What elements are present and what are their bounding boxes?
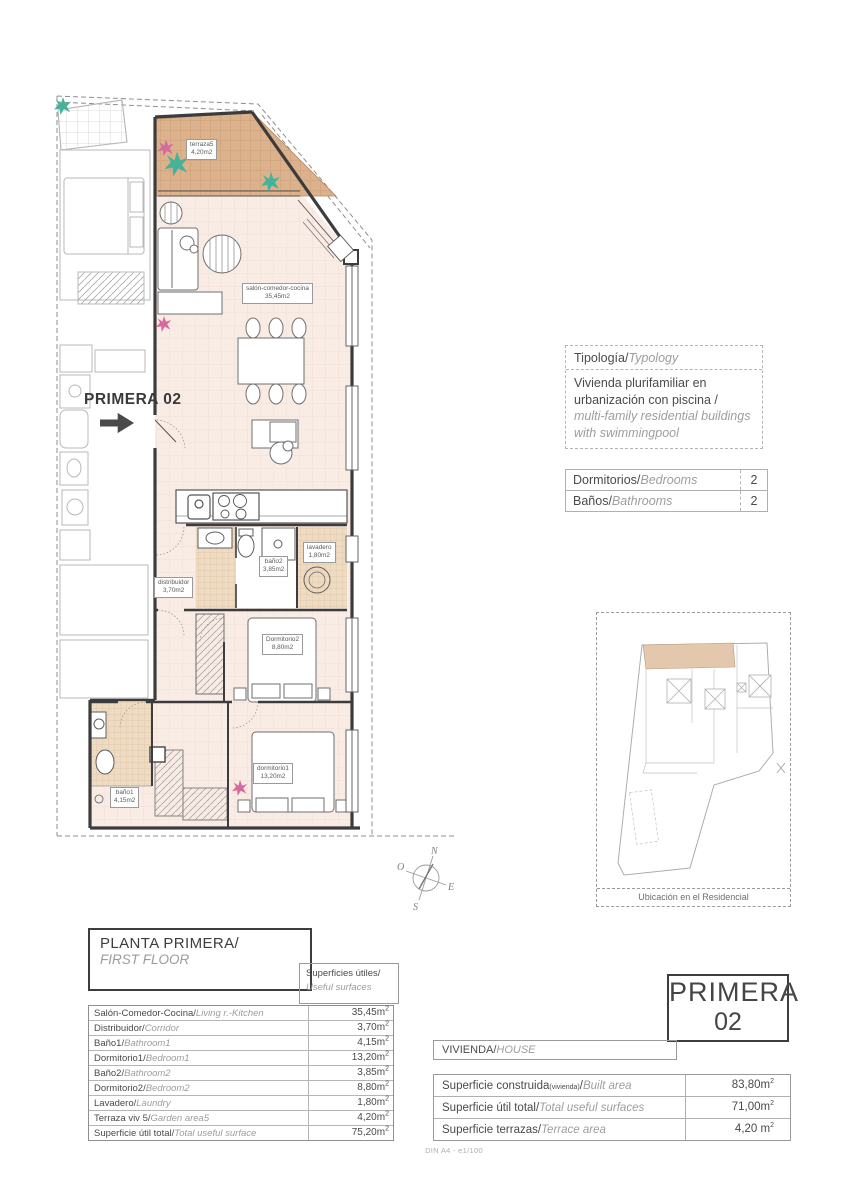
table-row: Dormitorios/Bedrooms 2 — [566, 470, 767, 490]
table-row: Baño1/Bathroom1 $4,15m^2$ — [89, 1035, 393, 1050]
room-label-bano2: baño2 3,85m2 — [259, 556, 288, 577]
scale-note: DIN A4 - e1/100 — [425, 1146, 483, 1155]
svg-text:S: S — [413, 902, 418, 912]
unit-number-box: PRIMERA 02 — [667, 974, 789, 1042]
table-row: Superficie construida(vivienda)/Built area $83,80m^2$ — [434, 1075, 790, 1096]
table-row: Distribuidor/Corridor $3,70m^2$ — [89, 1020, 393, 1035]
table-row: Dormitorio2/Bedroom2 $8,80m^2$ — [89, 1080, 393, 1095]
table-row: Lavadero/Laundry $1,80m^2$ — [89, 1095, 393, 1110]
typology-box — [565, 345, 763, 449]
room-label-terraza: terraza5 4,20m2 — [186, 139, 217, 160]
svg-text:O: O — [397, 862, 405, 873]
kitchen — [176, 490, 347, 523]
floor-header-box: PLANTA PRIMERA/ FIRST FLOOR — [88, 928, 312, 991]
mini-compass-icon — [777, 763, 785, 773]
room-label-dormitorio2: Dormitorio2 8,80m2 — [262, 634, 303, 655]
rooms-count-table — [565, 469, 768, 512]
location-box — [596, 612, 791, 907]
built-area-table — [433, 1074, 791, 1141]
unit-title: PRIMERA 02 — [84, 391, 182, 408]
table-row: Dormitorio1/Bedroom1 $13,20m^2$ — [89, 1050, 393, 1065]
table-row: Baños/Bathrooms 2 — [566, 490, 767, 511]
room-label-salon: salón-comedor-cocina 35,45m2 — [242, 283, 313, 304]
useful-surfaces-table — [88, 1005, 394, 1141]
vivienda-header: VIVIENDA/HOUSE — [433, 1040, 677, 1060]
table-row: Terraza viv 5/Garden area5 $4,20m^2$ — [89, 1110, 393, 1125]
table-row: Superficie útil total/Total useful surfaces $71,00m^2$ — [434, 1096, 790, 1118]
typology-description: Vivienda plurifamiliar en urbanización con piscina / multi-family residential buildings with swimmingpool — [574, 376, 751, 440]
location-caption: Ubicación en el Residencial — [597, 888, 790, 906]
useful-surfaces-header: Superficies útiles/ Useful surfaces — [299, 963, 399, 1004]
svg-text:N: N — [431, 846, 438, 857]
room-label-dormitorio1: dormitorio1 13,20m2 — [253, 763, 293, 784]
table-row-total: Superficie útil total/Total useful surface $75,20m^2$ — [89, 1125, 393, 1140]
site-plan — [597, 613, 788, 887]
floor-plan-drawing — [0, 0, 520, 925]
room-label-distribuidor: distribuidor 3,70m2 — [154, 577, 193, 598]
room-label-bano1: baño1 4,15m2 — [110, 787, 139, 808]
table-row: Baño2/Bathroom2 $3,85m^2$ — [89, 1065, 393, 1080]
table-row: Superficie terrazas/Terrace area 4,20 $m^2$ — [434, 1118, 790, 1140]
svg-text:E: E — [448, 882, 455, 893]
table-row: Salón-Comedor-Cocina/Living r.-Kitchen $35,45m^2$ — [89, 1006, 393, 1020]
compass-rose — [396, 842, 458, 912]
typology-title: Tipología/Typology — [566, 346, 762, 370]
room-label-lavadero: lavadero 1,80m2 — [303, 542, 336, 563]
